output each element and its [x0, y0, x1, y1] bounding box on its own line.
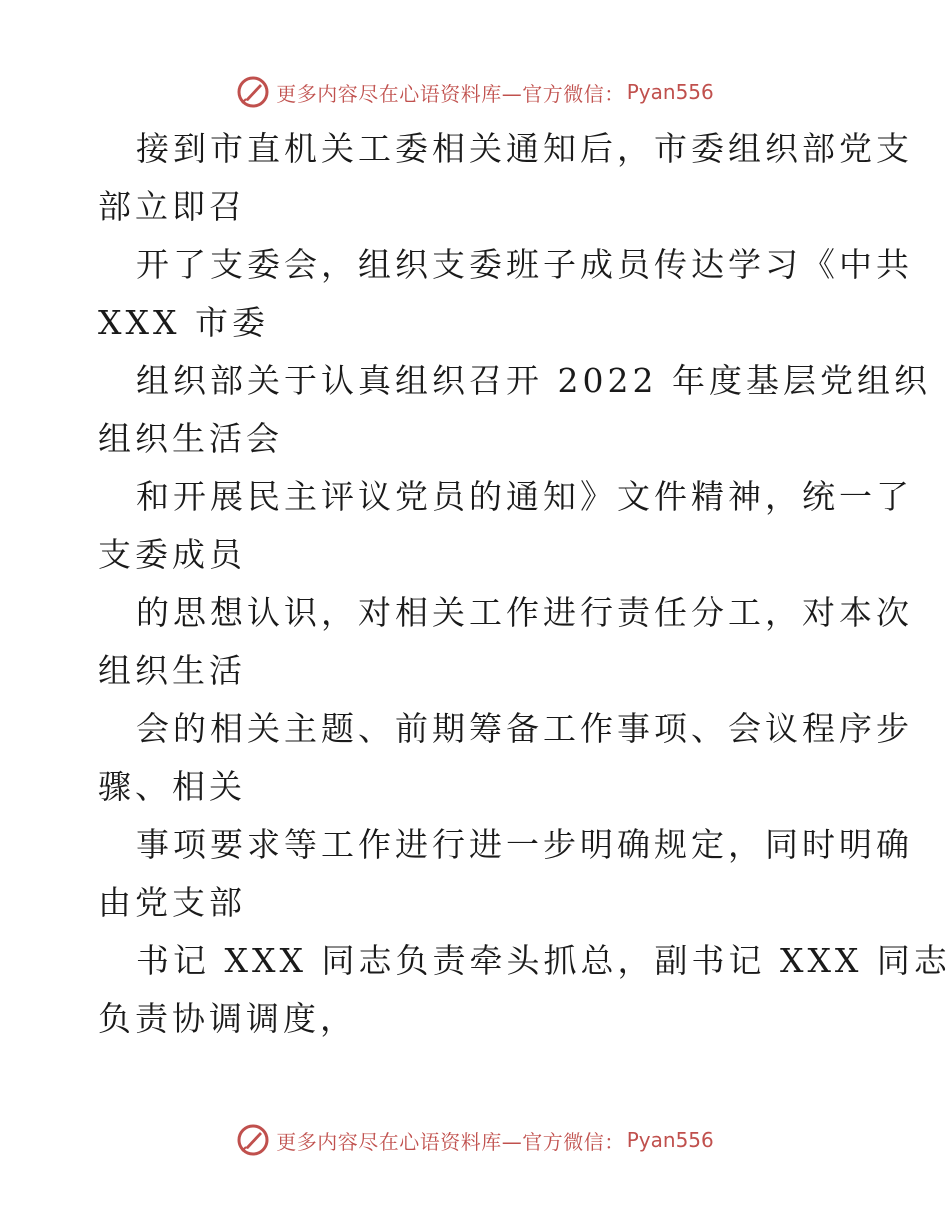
body-line: 组织生活会 [98, 419, 283, 458]
quill-logo-icon [236, 75, 270, 109]
body-line: 开了支委会，组织支委班子成员传达学习《中共 [136, 245, 913, 284]
banner-wechat-id: Pyan556 [626, 80, 714, 104]
banner-text: 更多内容尽在心语资料库—官方微信： [276, 81, 625, 106]
body-line: XXX 市委 [98, 303, 269, 342]
body-line: 支委成员 [98, 535, 246, 574]
body-line: 组织部关于认真组织召开 2022 年度基层党组织 [136, 361, 931, 400]
body-line: 事项要求等工作进行进一步明确规定，同时明确 [136, 825, 913, 864]
body-line: 部立即召 [98, 187, 246, 226]
document-body [98, 120, 951, 1048]
quill-logo-icon [236, 1123, 270, 1157]
header-banner [0, 72, 950, 112]
body-line: 会的相关主题、前期筹备工作事项、会议程序步 [136, 709, 913, 748]
body-line: 由党支部 [98, 883, 246, 922]
footer-banner [0, 1120, 950, 1160]
body-line: 负责协调调度， [98, 999, 357, 1038]
body-line: 接到市直机关工委相关通知后，市委组织部党支 [136, 129, 913, 168]
body-line: 的思想认识，对相关工作进行责任分工，对本次 [136, 593, 913, 632]
body-line: 骤、相关 [98, 767, 246, 806]
banner-wechat-id: Pyan556 [626, 1128, 714, 1152]
banner-text: 更多内容尽在心语资料库—官方微信： [276, 1129, 625, 1154]
body-line: 和开展民主评议党员的通知》文件精神，统一了 [136, 477, 913, 516]
body-line: 组织生活 [98, 651, 246, 690]
body-line: 书记 XXX 同志负责牵头抓总，副书记 XXX 同志 [136, 941, 951, 980]
